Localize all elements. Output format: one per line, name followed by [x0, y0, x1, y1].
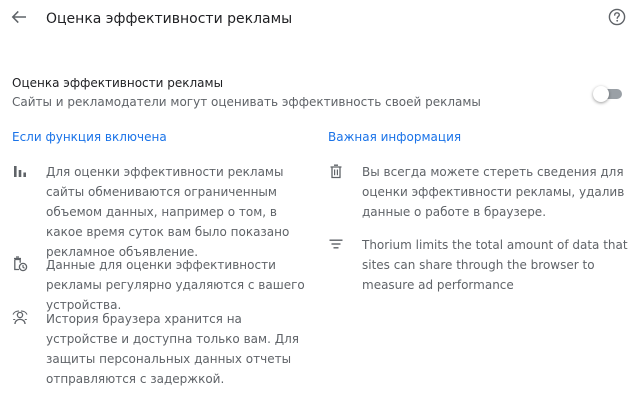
- item-text: Данные для оценки эффективности рекламы регулярно удаляются с вашего устройства.: [46, 258, 305, 312]
- trash-icon: [328, 163, 344, 179]
- page-title: Оценка эффективности рекламы: [46, 11, 293, 27]
- auto-delete-icon: [12, 256, 28, 272]
- item-text: Thorium limits the total amount of data that sites can share through the browser to measure ad performance: [362, 238, 628, 292]
- page-header: [0, 0, 640, 40]
- arrow-back-icon: [11, 9, 27, 29]
- private-history-icon: [12, 310, 28, 326]
- item-text: История браузера хранится на устройстве и доступна только вам. Для защиты персональных данных отчеты отправляются с задержкой.: [46, 312, 299, 386]
- ad-measurement-toggle[interactable]: [593, 86, 624, 100]
- back-button[interactable]: [8, 8, 30, 30]
- filter-lines-icon: [328, 236, 344, 252]
- item-text: Для оценки эффективности рекламы сайты обмениваются ограниченным объемом данных, например о том, в какое время суток вам было показано рекламное объявление.: [46, 165, 290, 259]
- toggle-knob: [593, 86, 609, 102]
- help-icon: [608, 8, 626, 30]
- help-button[interactable]: [607, 9, 627, 29]
- when-enabled-section: [12, 128, 312, 386]
- ad-measurement-setting-row: [12, 74, 628, 114]
- important-info-heading: Важная информация: [328, 130, 462, 144]
- setting-title: Оценка эффективности рекламы: [12, 76, 224, 90]
- item-text: Вы всегда можете стереть сведения для оценки эффективности рекламы, удалив данные о работе в браузере.: [362, 165, 625, 219]
- important-info-section: [328, 128, 628, 292]
- when-enabled-heading: Если функция включена: [12, 130, 167, 144]
- setting-subtitle: Сайты и рекламодатели могут оценивать эффективность своей рекламы: [12, 95, 481, 109]
- bar-chart-icon: [12, 163, 28, 179]
